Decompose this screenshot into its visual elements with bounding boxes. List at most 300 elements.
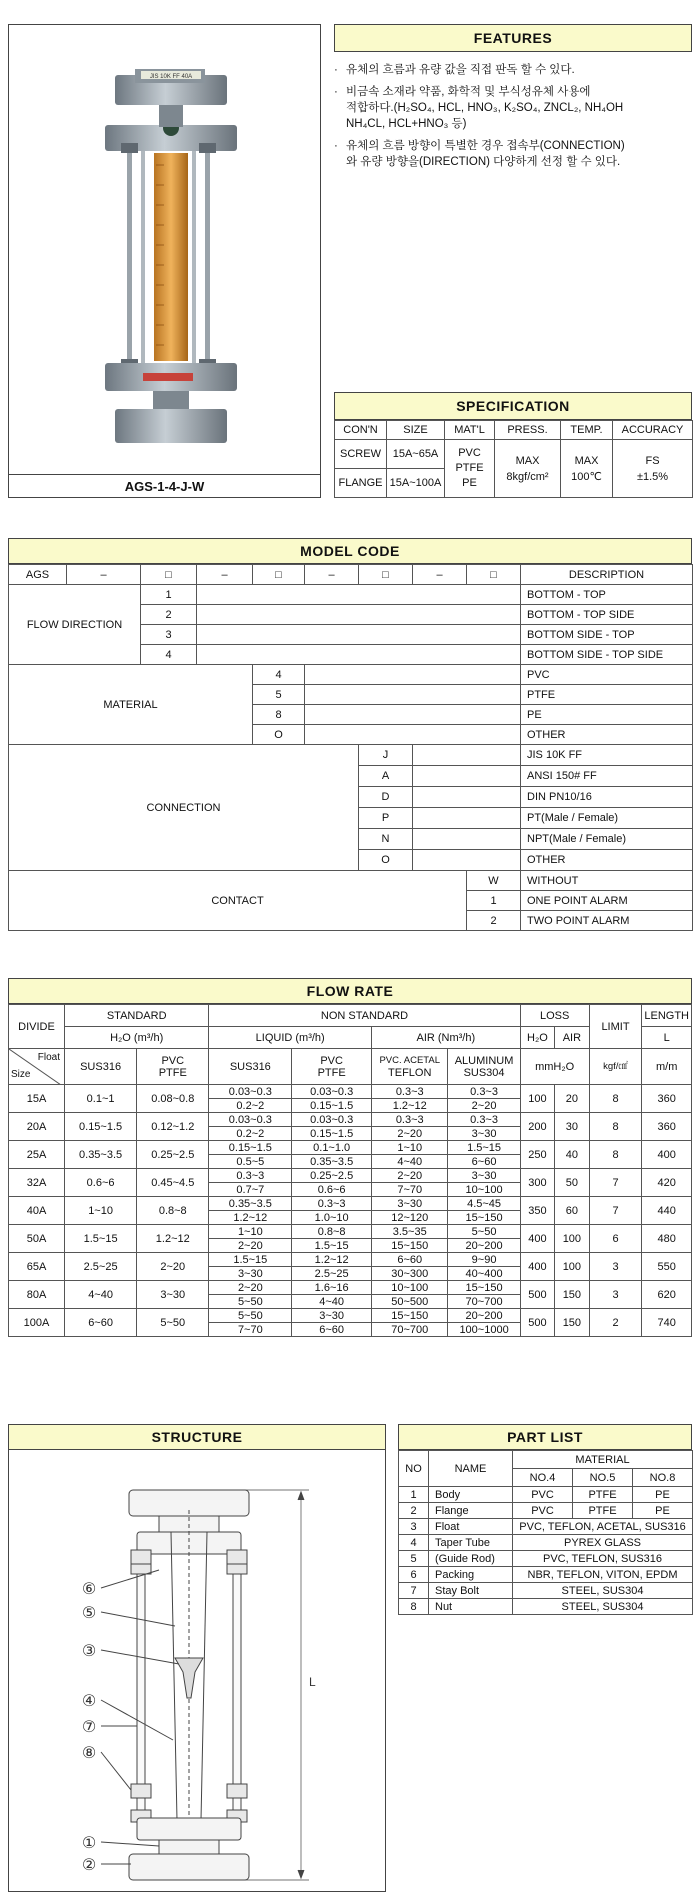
callout-4: ④ xyxy=(81,1693,97,1710)
feature-item: · 유체의 흐름과 유량 값을 직접 판독 할 수 있다. xyxy=(334,62,692,78)
mc-desc: PVC xyxy=(521,665,693,685)
fr-air-pvc: 1.2~12 xyxy=(372,1099,448,1113)
pl-name: Taper Tube xyxy=(429,1535,513,1551)
mc-code: 1 xyxy=(467,891,521,911)
fr-liq-pvc-header: PVC PTFE xyxy=(292,1049,372,1085)
spec-header-temp: TEMP. xyxy=(561,421,613,440)
fr-air-pvc: 12~120 xyxy=(372,1211,448,1225)
fr-loss-h2o: 350 xyxy=(520,1197,554,1225)
fr-std-pvc: 0.8~8 xyxy=(137,1197,209,1225)
fr-size: 65A xyxy=(9,1253,65,1281)
pl-material: PYREX GLASS xyxy=(513,1535,693,1551)
fr-std-pvc: 0.08~0.8 xyxy=(137,1085,209,1113)
fr-air-al: 3~30 xyxy=(448,1169,520,1183)
fr-loss-air: 150 xyxy=(555,1281,589,1309)
fr-air-al: 0.3~3 xyxy=(448,1085,520,1099)
fr-std-sus316: 0.6~6 xyxy=(65,1169,137,1197)
pl-no: 5 xyxy=(399,1551,429,1567)
fr-size: 40A xyxy=(9,1197,65,1225)
structure-title: STRUCTURE xyxy=(151,1429,243,1445)
fr-std-pvc: 5~50 xyxy=(137,1309,209,1337)
part-list-body xyxy=(399,1487,693,1615)
fr-liq-pvc: 0.35~3.5 xyxy=(292,1155,372,1169)
mc-code: D xyxy=(359,787,413,808)
feature-line: 비금속 소재라 약품, 화학적 및 부식성유체 사용에 xyxy=(346,86,591,98)
spec-size-screw: 15A~65A xyxy=(387,440,445,469)
pl-material: PVC, TEFLON, SUS316 xyxy=(513,1551,693,1567)
mc-desc: PE xyxy=(521,705,693,725)
mc-material-label: MATERIAL xyxy=(9,665,253,745)
mc-contact-label: CONTACT xyxy=(9,871,467,931)
product-photo-panel xyxy=(8,24,321,498)
fr-size: 15A xyxy=(9,1085,65,1113)
fr-limit: 7 xyxy=(589,1197,642,1225)
fr-size: 50A xyxy=(9,1225,65,1253)
specification-title: SPECIFICATION xyxy=(456,398,570,414)
mc-desc: ONE POINT ALARM xyxy=(521,891,693,911)
structure-drawing-panel xyxy=(8,1450,386,1892)
spec-size-flange: 15A~100A xyxy=(387,469,445,498)
mc-dash: – xyxy=(67,565,141,585)
callout-1: ① xyxy=(81,1835,97,1852)
feature-line: NH₄CL, HCL+HNO₃ 등) xyxy=(346,118,467,130)
fr-air-pvc: 70~700 xyxy=(372,1323,448,1337)
fr-size: 32A xyxy=(9,1169,65,1197)
fr-liquid-header: LIQUID (m³/h) xyxy=(209,1027,372,1049)
features-header xyxy=(334,24,692,52)
fr-liq-pvc: 0.15~1.5 xyxy=(292,1127,372,1141)
pl-name: Stay Bolt xyxy=(429,1583,513,1599)
model-code-header xyxy=(8,538,692,564)
flow-rate-row xyxy=(9,1309,692,1323)
fr-air-pvc: 30~300 xyxy=(372,1267,448,1281)
fr-air-pvc: 4~40 xyxy=(372,1155,448,1169)
pl-material-no8: PE xyxy=(633,1503,693,1519)
fr-loss-air-header: AIR xyxy=(555,1027,589,1049)
mc-code: P xyxy=(359,808,413,829)
feature-line: 적합하다.(H₂SO₄, HCL, HNO₃, K₂SO₄, ZNCL₂, NH₄OH xyxy=(346,102,624,114)
mc-code: N xyxy=(359,829,413,850)
fr-limit: 8 xyxy=(589,1085,642,1113)
mc-dash: – xyxy=(305,565,359,585)
mc-desc: DIN PN10/16 xyxy=(521,787,693,808)
fr-air-header: AIR (Nm³/h) xyxy=(372,1027,521,1049)
fr-liq-sus316: 0.7~7 xyxy=(209,1183,292,1197)
mc-code: 4 xyxy=(253,665,305,685)
part-list-row xyxy=(399,1503,693,1519)
spec-press: MAX 8kgf/cm² xyxy=(495,440,561,498)
fr-size: 80A xyxy=(9,1281,65,1309)
mc-description-header: DESCRIPTION xyxy=(521,565,693,585)
mc-desc: BOTTOM - TOP SIDE xyxy=(521,605,693,625)
fr-size: 100A xyxy=(9,1309,65,1337)
fr-loss-h2o: 400 xyxy=(520,1225,554,1253)
pl-name: Body xyxy=(429,1487,513,1503)
pl-no: 1 xyxy=(399,1487,429,1503)
mc-code: 2 xyxy=(141,605,197,625)
fr-air-pvc-header: PVC. ACETAL TEFLON xyxy=(372,1049,448,1085)
pl-no4-header: NO.4 xyxy=(513,1469,573,1487)
pl-name: Float xyxy=(429,1519,513,1535)
callout-8: ⑧ xyxy=(81,1745,97,1762)
fr-float-size-header: Float Size xyxy=(9,1049,65,1085)
fr-air-pvc: 7~70 xyxy=(372,1183,448,1197)
fr-length: 550 xyxy=(642,1253,692,1281)
bottom-flange-shape xyxy=(129,1854,249,1880)
fr-liq-pvc: 0.6~6 xyxy=(292,1183,372,1197)
fr-length: 420 xyxy=(642,1169,692,1197)
fr-liq-sus316: 5~50 xyxy=(209,1295,292,1309)
fr-air-al: 15~150 xyxy=(448,1281,520,1295)
fr-liq-pvc: 0.03~0.3 xyxy=(292,1085,372,1099)
fr-loss-h2o: 100 xyxy=(520,1085,554,1113)
fr-air-al: 70~700 xyxy=(448,1295,520,1309)
flow-rate-row xyxy=(9,1141,692,1155)
fr-limit: 8 xyxy=(589,1113,642,1141)
mc-code: O xyxy=(359,850,413,871)
pl-no: 6 xyxy=(399,1567,429,1583)
spec-header-conn: CON'N xyxy=(335,421,387,440)
flow-rate-table xyxy=(8,1004,692,1337)
fr-length: 360 xyxy=(642,1113,692,1141)
mc-desc: OTHER xyxy=(521,850,693,871)
mc-desc: WITHOUT xyxy=(521,871,693,891)
mc-desc: PT(Male / Female) xyxy=(521,808,693,829)
part-list-table xyxy=(398,1450,693,1615)
flow-rate-row xyxy=(9,1281,692,1295)
fr-loss-air: 150 xyxy=(555,1309,589,1337)
fr-loss-air: 60 xyxy=(555,1197,589,1225)
model-code-title: MODEL CODE xyxy=(300,543,400,559)
part-list-row xyxy=(399,1487,693,1503)
fr-std-sus316: 4~40 xyxy=(65,1281,137,1309)
spec-header-size: SIZE xyxy=(387,421,445,440)
fr-nonstandard-header: NON STANDARD xyxy=(209,1005,520,1027)
fr-loss-h2o: 200 xyxy=(520,1113,554,1141)
part-list-row xyxy=(399,1535,693,1551)
fr-liq-pvc: 1.6~16 xyxy=(292,1281,372,1295)
fr-liq-sus316: 0.2~2 xyxy=(209,1099,292,1113)
fr-std-sus316: 1~10 xyxy=(65,1197,137,1225)
mc-desc: OTHER xyxy=(521,725,693,745)
flow-rate-header xyxy=(8,978,692,1004)
fr-limit: 2 xyxy=(589,1309,642,1337)
fr-liq-sus316: 0.5~5 xyxy=(209,1155,292,1169)
callout-7: ⑦ xyxy=(81,1719,97,1736)
fr-size: 25A xyxy=(9,1141,65,1169)
fr-air-al: 20~200 xyxy=(448,1309,520,1323)
fr-liq-pvc: 1.0~10 xyxy=(292,1211,372,1225)
fr-liq-pvc: 4~40 xyxy=(292,1295,372,1309)
fr-limit: 6 xyxy=(589,1225,642,1253)
part-list-row xyxy=(399,1567,693,1583)
pl-no: 7 xyxy=(399,1583,429,1599)
mc-code: 2 xyxy=(467,911,521,931)
mc-box-connection: □ xyxy=(359,565,413,585)
mc-code: J xyxy=(359,745,413,766)
pl-material-no5: PTFE xyxy=(573,1503,633,1519)
fr-loss-h2o: 400 xyxy=(520,1253,554,1281)
fr-liq-pvc: 6~60 xyxy=(292,1323,372,1337)
mc-code: 3 xyxy=(141,625,197,645)
pl-no5-header: NO.5 xyxy=(573,1469,633,1487)
fr-size: 20A xyxy=(9,1113,65,1141)
fr-std-sus316: 1.5~15 xyxy=(65,1225,137,1253)
mc-flow-direction-label: FLOW DIRECTION xyxy=(9,585,141,665)
mc-desc: BOTTOM SIDE - TOP xyxy=(521,625,693,645)
fr-std-sus316: 0.15~1.5 xyxy=(65,1113,137,1141)
fr-liq-pvc: 0.25~2.5 xyxy=(292,1169,372,1183)
features-title: FEATURES xyxy=(473,30,553,46)
fr-liq-sus316: 1~10 xyxy=(209,1225,292,1239)
feature-line: 유체의 흐름 방향이 특별한 경우 접속부(CONNECTION) xyxy=(346,140,625,152)
fr-air-al: 2~20 xyxy=(448,1099,520,1113)
pl-no: 2 xyxy=(399,1503,429,1519)
fr-divide-header: DIVIDE xyxy=(9,1005,65,1049)
model-label-bar xyxy=(9,474,320,497)
pl-no: 3 xyxy=(399,1519,429,1535)
spec-conn-flange: FLANGE xyxy=(335,469,387,498)
fr-limit-unit: kgf/㎠ xyxy=(589,1049,642,1085)
specification-header xyxy=(334,392,692,420)
fr-air-al-header: ALUMINUM SUS304 xyxy=(448,1049,520,1085)
fr-air-pvc: 2~20 xyxy=(372,1169,448,1183)
fr-air-al: 5~50 xyxy=(448,1225,520,1239)
specification-table xyxy=(334,420,693,498)
mc-code: W xyxy=(467,871,521,891)
fr-std-pvc: 0.45~4.5 xyxy=(137,1169,209,1197)
callout-3: ③ xyxy=(81,1643,97,1660)
fr-std-pvc: 2~20 xyxy=(137,1253,209,1281)
fr-loss-air: 40 xyxy=(555,1141,589,1169)
pl-material-no4: PVC xyxy=(513,1487,573,1503)
flow-rate-row xyxy=(9,1169,692,1183)
fr-air-al: 0.3~3 xyxy=(448,1113,520,1127)
part-list-row xyxy=(399,1583,693,1599)
callout-6: ⑥ xyxy=(81,1581,97,1598)
fr-limit: 3 xyxy=(589,1253,642,1281)
fr-air-pvc: 6~60 xyxy=(372,1253,448,1267)
fr-std-pvc: 0.25~2.5 xyxy=(137,1141,209,1169)
fr-air-al: 40~400 xyxy=(448,1267,520,1281)
mc-code: A xyxy=(359,766,413,787)
fr-std-pvc: 3~30 xyxy=(137,1281,209,1309)
fr-liq-pvc: 2.5~25 xyxy=(292,1267,372,1281)
pl-name: Nut xyxy=(429,1599,513,1615)
part-list-row xyxy=(399,1599,693,1615)
spec-material: PVC PTFE PE xyxy=(445,440,495,498)
flow-rate-row xyxy=(9,1197,692,1211)
fr-liq-pvc: 0.1~1.0 xyxy=(292,1141,372,1155)
part-list-header xyxy=(398,1424,692,1450)
pl-name: (Guide Rod) xyxy=(429,1551,513,1567)
fr-liq-sus316: 0.03~0.3 xyxy=(209,1113,292,1127)
fr-liq-sus316: 0.03~0.3 xyxy=(209,1085,292,1099)
mc-prefix: AGS xyxy=(9,565,67,585)
fr-limit: 7 xyxy=(589,1169,642,1197)
spec-header-press: PRESS. xyxy=(495,421,561,440)
fr-air-al: 100~1000 xyxy=(448,1323,520,1337)
fr-std-pvc: 0.12~1.2 xyxy=(137,1113,209,1141)
fr-loss-unit: mmH₂O xyxy=(520,1049,589,1085)
feature-item: · 유체의 흐름 방향이 특별한 경우 접속부(CONNECTION) 와 유량 방향을(DIRECTION) 다양하게 선정 할 수 있다. xyxy=(334,138,692,170)
fr-air-pvc: 0.3~3 xyxy=(372,1113,448,1127)
fr-std-pvc: 1.2~12 xyxy=(137,1225,209,1253)
fr-std-sus316: 0.35~3.5 xyxy=(65,1141,137,1169)
pl-material-no4: PVC xyxy=(513,1503,573,1519)
spec-temp: MAX 100℃ xyxy=(561,440,613,498)
fr-length: 620 xyxy=(642,1281,692,1309)
flow-rate-title: FLOW RATE xyxy=(306,983,394,999)
fr-loss-h2o-header: H₂O xyxy=(520,1027,554,1049)
float-shape xyxy=(175,1658,203,1698)
fr-liq-sus316-header: SUS316 xyxy=(209,1049,292,1085)
mc-box-material: □ xyxy=(253,565,305,585)
pl-name: Packing xyxy=(429,1567,513,1583)
spec-conn-screw: SCREW xyxy=(335,440,387,469)
fr-air-al: 1.5~15 xyxy=(448,1141,520,1155)
pl-no8-header: NO.8 xyxy=(633,1469,693,1487)
fr-air-pvc: 3.5~35 xyxy=(372,1225,448,1239)
fr-air-pvc: 1~10 xyxy=(372,1141,448,1155)
fr-air-al: 10~100 xyxy=(448,1183,520,1197)
mc-dash: – xyxy=(413,565,467,585)
fr-liq-pvc: 0.3~3 xyxy=(292,1197,372,1211)
fr-liq-sus316: 5~50 xyxy=(209,1309,292,1323)
mc-connection-label: CONNECTION xyxy=(9,745,359,871)
flow-rate-row xyxy=(9,1113,692,1127)
mc-desc: BOTTOM - TOP xyxy=(521,585,693,605)
pl-no-header: NO xyxy=(399,1451,429,1487)
nameplate-text: JIS 10K FF 40A xyxy=(149,74,193,80)
mc-code: O xyxy=(253,725,305,745)
pl-material: STEEL, SUS304 xyxy=(513,1599,693,1615)
fr-air-pvc: 50~500 xyxy=(372,1295,448,1309)
fr-air-pvc: 0.3~3 xyxy=(372,1085,448,1099)
fr-loss-h2o: 500 xyxy=(520,1309,554,1337)
mc-desc: NPT(Male / Female) xyxy=(521,829,693,850)
fr-loss-h2o: 250 xyxy=(520,1141,554,1169)
structure-header xyxy=(8,1424,386,1450)
fr-loss-header: LOSS xyxy=(520,1005,589,1027)
mc-code: 8 xyxy=(253,705,305,725)
part-list-title: PART LIST xyxy=(507,1429,583,1445)
dimension-l-label: L xyxy=(309,1675,316,1689)
fr-liq-pvc: 0.15~1.5 xyxy=(292,1099,372,1113)
fr-liq-pvc: 3~30 xyxy=(292,1309,372,1323)
spec-header-accuracy: ACCURACY xyxy=(613,421,693,440)
fr-air-al: 9~90 xyxy=(448,1253,520,1267)
spec-accuracy: FS ±1.5% xyxy=(613,440,693,498)
pl-material: STEEL, SUS304 xyxy=(513,1583,693,1599)
fr-liq-sus316: 1.5~15 xyxy=(209,1253,292,1267)
fr-air-pvc: 2~20 xyxy=(372,1127,448,1141)
fr-length-l-header: L xyxy=(642,1027,692,1049)
fr-loss-h2o: 300 xyxy=(520,1169,554,1197)
pl-no: 4 xyxy=(399,1535,429,1551)
mc-desc: BOTTOM SIDE - TOP SIDE xyxy=(521,645,693,665)
mc-code: 4 xyxy=(141,645,197,665)
mc-desc: TWO POINT ALARM xyxy=(521,911,693,931)
fr-air-pvc: 3~30 xyxy=(372,1197,448,1211)
fr-liq-sus316: 0.15~1.5 xyxy=(209,1141,292,1155)
fr-loss-h2o: 500 xyxy=(520,1281,554,1309)
flowmeter-photo xyxy=(9,25,320,465)
fr-limit: 3 xyxy=(589,1281,642,1309)
feature-item: · 비금속 소재라 약품, 화학적 및 부식성유체 사용에 적합하다.(H₂SO₄, HCL, HNO₃, K₂SO₄, ZNCL₂, NH₄OH NH₄CL, HCL+HNO₃ 등) xyxy=(334,84,692,132)
mc-box-direction: □ xyxy=(141,565,197,585)
feature-line: 와 유량 방향을(DIRECTION) 다양하게 선정 할 수 있다. xyxy=(346,156,621,168)
fr-length: 400 xyxy=(642,1141,692,1169)
fr-loss-air: 20 xyxy=(555,1085,589,1113)
fr-liq-sus316: 0.2~2 xyxy=(209,1127,292,1141)
fr-air-al: 6~60 xyxy=(448,1155,520,1169)
fr-liq-sus316: 0.3~3 xyxy=(209,1169,292,1183)
mc-desc: JIS 10K FF xyxy=(521,745,693,766)
fr-std-pvc-header: PVC PTFE xyxy=(137,1049,209,1085)
spec-header-material: MAT'L xyxy=(445,421,495,440)
fr-limit-header: LIMIT xyxy=(589,1005,642,1049)
fr-limit: 8 xyxy=(589,1141,642,1169)
fr-loss-air: 30 xyxy=(555,1113,589,1141)
fr-std-sus316: 0.1~1 xyxy=(65,1085,137,1113)
structure-drawing xyxy=(9,1450,385,1890)
model-label: AGS-1-4-J-W xyxy=(124,478,205,494)
fr-liq-sus316: 1.2~12 xyxy=(209,1211,292,1225)
fr-loss-air: 100 xyxy=(555,1253,589,1281)
fr-h2o-header: H₂O (m³/h) xyxy=(65,1027,209,1049)
part-list-row xyxy=(399,1551,693,1567)
fr-length: 360 xyxy=(642,1085,692,1113)
pl-material-no8: PE xyxy=(633,1487,693,1503)
fr-air-al: 3~30 xyxy=(448,1127,520,1141)
pl-material: PVC, TEFLON, ACETAL, SUS316 xyxy=(513,1519,693,1535)
model-code-table xyxy=(8,564,693,931)
fr-liq-sus316: 2~20 xyxy=(209,1239,292,1253)
pl-material-header: MATERIAL xyxy=(513,1451,693,1469)
mc-desc: PTFE xyxy=(521,685,693,705)
fr-length: 740 xyxy=(642,1309,692,1337)
fr-length-unit: m/m xyxy=(642,1049,692,1085)
fr-length-header: LENGTH xyxy=(642,1005,692,1027)
fr-loss-air: 50 xyxy=(555,1169,589,1197)
fr-air-al: 4.5~45 xyxy=(448,1197,520,1211)
callout-2: ② xyxy=(81,1857,97,1874)
pl-name: Flange xyxy=(429,1503,513,1519)
fr-liq-sus316: 3~30 xyxy=(209,1267,292,1281)
feature-line: 유체의 흐름과 유량 값을 직접 판독 할 수 있다. xyxy=(346,64,575,76)
pl-name-header: NAME xyxy=(429,1451,513,1487)
mc-desc: ANSI 150# FF xyxy=(521,766,693,787)
fr-liq-pvc: 0.8~8 xyxy=(292,1225,372,1239)
pl-no: 8 xyxy=(399,1599,429,1615)
fr-loss-air: 100 xyxy=(555,1225,589,1253)
fr-air-pvc: 15~150 xyxy=(372,1309,448,1323)
fr-length: 440 xyxy=(642,1197,692,1225)
fr-air-pvc: 10~100 xyxy=(372,1281,448,1295)
fr-std-sus316-header: SUS316 xyxy=(65,1049,137,1085)
fr-liq-pvc: 1.5~15 xyxy=(292,1239,372,1253)
flow-rate-body xyxy=(9,1085,692,1337)
flow-rate-row xyxy=(9,1253,692,1267)
mc-box-contact: □ xyxy=(467,565,521,585)
mc-dash: – xyxy=(197,565,253,585)
fr-air-al: 15~150 xyxy=(448,1211,520,1225)
flow-rate-row xyxy=(9,1225,692,1239)
pl-material-no5: PTFE xyxy=(573,1487,633,1503)
mc-code: 1 xyxy=(141,585,197,605)
fr-std-sus316: 6~60 xyxy=(65,1309,137,1337)
